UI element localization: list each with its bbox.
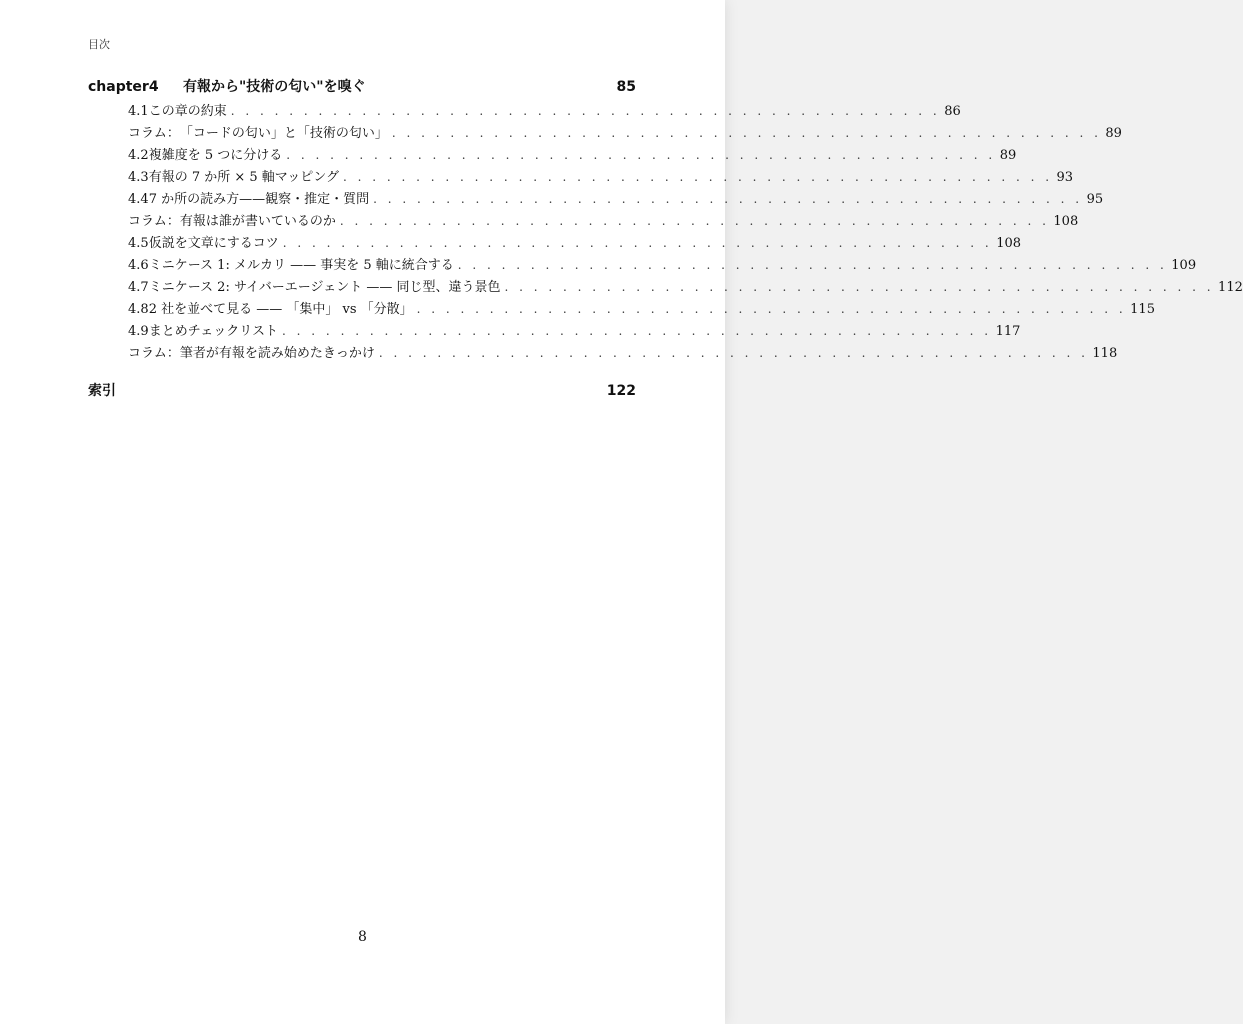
toc-entry[interactable] [88,232,1022,254]
toc-entry-page: 117 [995,324,1021,339]
toc-entry-list [88,100,1243,364]
leader-dots: . . . . . . . . . . . . . . . . . . . . . . . . . . . . . . . . . . . . . . . . . . . . . . . . . [339,214,1050,228]
toc-entry-page: 89 [999,148,1017,163]
chapter-heading[interactable] [88,74,636,100]
toc-entry-title: 仮説を文章にするコツ [148,236,279,251]
toc-entry-number: 4.4 [128,192,149,207]
toc-entry[interactable] [88,100,961,122]
toc-entry-page: 93 [1056,170,1074,185]
toc-entry[interactable] [88,254,1197,276]
toc-entry-page: 86 [944,104,961,119]
toc-entry-page: 118 [1092,346,1118,361]
toc-entry-page: 108 [1053,214,1079,229]
chapter-page: 85 [616,79,636,95]
leader-dots: . . . . . . . . . . . . . . . . . . . . . . . . . . . . . . . . . . . . . . . . . . . . . . . . . [391,126,1102,140]
chapter-number: chapter4 [88,79,159,95]
toc-entry-number: 4.1 [128,104,149,119]
toc-entry[interactable] [88,166,1074,188]
leader-dots: . . . . . . . . . . . . . . . . . . . . . . . . . . . . . . . . . . . . . . . . . . . . . . . . . [373,192,1083,206]
toc-entry-title: 有報は誰が書いているのか [179,214,336,229]
running-header: 目次 [88,38,110,51]
leader-dots: . . . . . . . . . . . . . . . . . . . . . . . . . . . . . . . . . . . . . . . . . . . . . . . . . [457,258,1168,272]
toc-entry-title: 2 社を並べて見る —— 「集中」 vs 「分散」 [148,302,413,317]
toc-entry[interactable] [88,188,1104,210]
toc-entry-number: 4.6 [128,258,149,273]
toc-entry-number: 4.7 [128,280,149,295]
toc-entry-title: 7 か所の読み方——観察・推定・質問 [148,192,370,207]
toc-entry-number: 4.3 [128,170,149,185]
toc-entry-page: 109 [1171,258,1197,273]
toc-entry-title: ミニケース 2: サイバーエージェント —— 同じ型、違う景色 [148,280,501,295]
index-heading[interactable] [88,378,636,404]
toc-entry[interactable] [88,122,1122,144]
toc-entry-number: コラム： [128,126,180,141]
toc-entry-title: 有報の 7 か所 × 5 軸マッピング [148,170,340,185]
toc-entry-number: 4.2 [128,148,149,163]
toc-entry[interactable] [88,298,1155,320]
leader-dots: . . . . . . . . . . . . . . . . . . . . . . . . . . . . . . . . . . . . . . . . . . . . . . . . . [230,104,941,118]
toc-entry-title: 「コードの匂い」と「技術の匂い」 [179,126,388,141]
leader-dots: . . . . . . . . . . . . . . . . . . . . . . . . . . . . . . . . . . . . . . . . . . . . . . . . . [343,170,1053,184]
toc-entry-page: 89 [1105,126,1122,141]
toc-entry-number: 4.8 [128,302,149,317]
toc-entry[interactable] [88,144,1017,166]
toc-entry-page: 115 [1130,302,1155,317]
toc-entry-page: 108 [996,236,1022,251]
toc-entry-title: この章の約束 [148,104,227,119]
leader-dots: . . . . . . . . . . . . . . . . . . . . . . . . . . . . . . . . . . . . . . . . . . . . . . . . . [286,148,996,162]
toc-entry[interactable] [88,320,1021,342]
toc-entry[interactable] [88,276,1243,298]
toc-entry-number: 4.5 [128,236,149,251]
toc-entry-page: 95 [1086,192,1104,207]
toc-entry-title: 筆者が有報を読み始めたきっかけ [179,346,375,361]
leader-dots: . . . . . . . . . . . . . . . . . . . . . . . . . . . . . . . . . . . . . . . . . . . . . . . . . [282,236,993,250]
leader-dots: . . . . . . . . . . . . . . . . . . . . . . . . . . . . . . . . . . . . . . . . . . . . . . . . . [282,324,992,338]
index-page: 122 [606,383,636,399]
toc-entry-number: 4.9 [128,324,149,339]
toc-entry-page: 112 [1218,280,1243,295]
toc-entry-title: ミニケース 1: メルカリ —— 事実を 5 軸に統合する [148,258,454,273]
table-of-contents [88,74,1243,404]
toc-entry-number: コラム： [128,346,180,361]
chapter-title: 有報から"技術の匂い"を嗅ぐ [183,79,366,95]
toc-entry-number: コラム： [128,214,180,229]
toc-entry[interactable] [88,210,1079,232]
toc-entry-title: まとめチェックリスト [148,324,279,339]
toc-entry-title: 複雑度を 5 つに分ける [148,148,283,163]
toc-entry[interactable] [88,342,1118,364]
leader-dots: . . . . . . . . . . . . . . . . . . . . . . . . . . . . . . . . . . . . . . . . . . . . . . . . . [504,280,1215,294]
leader-dots: . . . . . . . . . . . . . . . . . . . . . . . . . . . . . . . . . . . . . . . . . . . . . . . . . [416,302,1127,316]
page-number: 8 [358,929,367,945]
leader-dots: . . . . . . . . . . . . . . . . . . . . . . . . . . . . . . . . . . . . . . . . . . . . . . . . . [378,346,1089,360]
index-title: 索引 [88,383,116,399]
